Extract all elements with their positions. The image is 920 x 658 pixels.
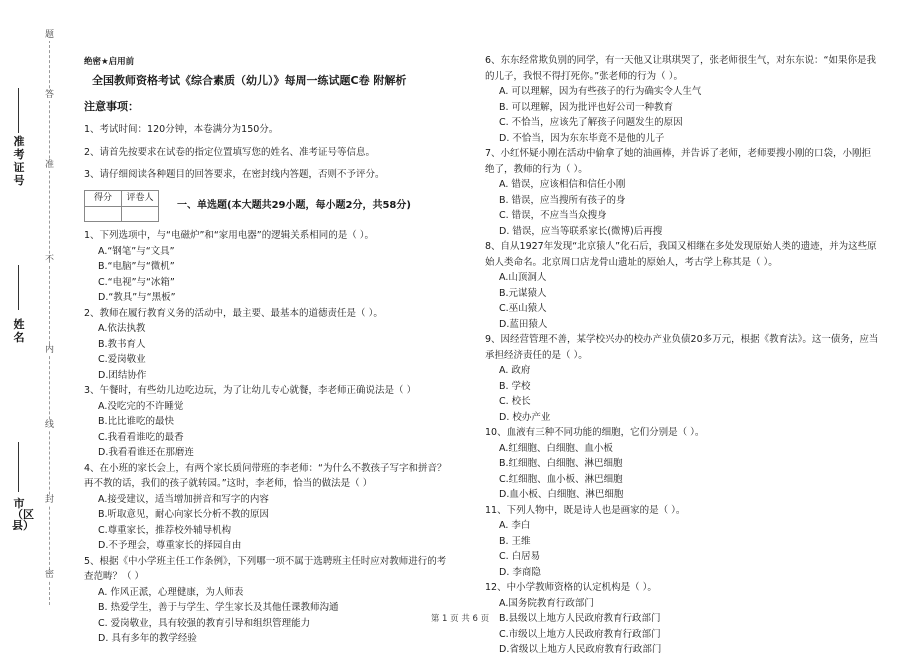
seal-line	[49, 30, 50, 605]
option-a: A.山顶洞人	[499, 272, 547, 283]
option-b: B.元谋猿人	[499, 287, 547, 299]
question-9	[485, 332, 880, 425]
option-c: C.市级以上地方人民政府教育行政部门	[499, 628, 661, 640]
option-c: C.尊重家长，推荐校外辅导机构	[98, 524, 232, 536]
page-title: 全国教师资格考试《综合素质（幼儿）》每周一练试题C卷 附解析	[92, 74, 407, 87]
seal-binding-margin	[0, 0, 80, 650]
seal-char: 准	[44, 160, 54, 170]
option-a: A.接受建议，适当增加拼音和写字的内容	[98, 493, 269, 505]
name-underline	[18, 265, 19, 310]
seal-char: 线	[44, 420, 54, 430]
option-d: D. 李商隐	[499, 566, 541, 578]
option-c: C.“电视”与“冰箱”	[98, 276, 175, 288]
option-d: D. 错误，应当等联系家长(微博)后再搜	[499, 225, 663, 237]
seal-char: 内	[44, 345, 54, 355]
notice-item: 1、考试时间：120分钟，本卷满分为150分。	[84, 124, 279, 135]
right-column	[485, 53, 880, 658]
option-d: D. 校办产业	[499, 411, 551, 423]
question-text: 11、下列人物中，既是诗人也是画家的是（ ）。	[485, 504, 686, 516]
option-b: B.“电脑”与“微机”	[98, 261, 175, 272]
option-d: D.不予理会，尊重家长的择园自由	[98, 540, 242, 551]
option-b: B.教书育人	[98, 338, 146, 350]
section-header	[84, 190, 454, 223]
question-5	[84, 554, 454, 647]
option-b: B. 错误，应当搜所有孩子的身	[499, 194, 626, 206]
seal-char: 答	[44, 90, 54, 100]
option-d: D.省级以上地方人民政府教育行政部门	[499, 644, 662, 655]
option-c: C. 不恰当，应该先了解孩子问题发生的原因	[499, 117, 683, 128]
option-b: B.县级以上地方人民政府教育行政部门	[499, 613, 661, 624]
question-text: 7、小红怀疑小刚在活动中偷拿了她的油画棒，并告诉了老师，老师要搜小刚的口袋，小刚拒绝了，教师的行为（ ）。	[485, 148, 872, 175]
option-c: C.红细胞、血小板、淋巴细胞	[499, 473, 623, 485]
option-a: A.国务院教育行政部门	[499, 597, 594, 609]
option-a: A.依法执教	[98, 323, 146, 334]
option-d: D.蓝田猿人	[499, 318, 548, 330]
district-underline	[18, 442, 19, 492]
option-a: A. 作风正派，心理健康，为人师表	[98, 586, 244, 598]
option-d: D. 不恰当，因为东东毕竟不是他的儿子	[499, 132, 665, 144]
option-c: C.我看看谁吃的最香	[98, 431, 184, 443]
question-1	[84, 228, 454, 306]
option-a: A.“钢笔”与“文具”	[98, 245, 175, 257]
question-text: 10、血液有三种不同功能的细胞，它们分别是（ ）。	[485, 427, 705, 438]
option-d: D. 具有多年的教学经验	[98, 633, 197, 644]
left-column	[84, 55, 454, 647]
option-b: B. 可以理解，因为批评也好公司一种教育	[499, 101, 674, 113]
score-label: 得分	[85, 190, 122, 207]
seal-char: 封	[44, 495, 54, 505]
option-b: B. 王维	[499, 535, 531, 547]
option-b: B. 热爱学生，善于与学生、学生家长及其他任课教师沟通	[98, 602, 339, 613]
question-4	[84, 461, 454, 554]
district-label: 市（区县）	[12, 497, 34, 532]
section-title: 一、单选题(本大题共29小题，每小题2分，共58分)	[177, 200, 411, 211]
exam-number-label: 准考证号	[13, 135, 25, 187]
option-b: B.听取意见，耐心向家长分析不教的原因	[98, 509, 270, 520]
option-b: B.红细胞、白细胞、淋巴细胞	[499, 458, 623, 469]
question-7	[485, 146, 880, 239]
question-text: 12、中小学教师资格的认定机构是（ ）。	[485, 582, 657, 593]
seal-char: 密	[44, 570, 54, 580]
option-c: C.爱岗敬业	[98, 354, 146, 365]
option-d: D.血小板、白细胞、淋巴细胞	[499, 489, 624, 500]
question-6	[485, 53, 880, 146]
question-text: 3、午餐时，有些幼儿边吃边玩，为了让幼儿专心就餐，李老师正确说法是（ ）	[84, 385, 417, 396]
option-d: D.团结协作	[98, 369, 147, 381]
question-3	[84, 383, 454, 461]
option-a: A. 李白	[499, 520, 531, 531]
grader-label: 评卷人	[122, 190, 159, 207]
secret-mark: 绝密★启用前	[84, 57, 135, 67]
option-b: B.比比谁吃的最快	[98, 416, 175, 427]
option-a: A. 错误，应该相信和信任小刚	[499, 179, 626, 190]
notice-title: 注意事项：	[84, 99, 139, 113]
question-text: 4、在小班的家长会上，有两个家长质问带班的李老师：“为什么不教孩子写字和拼音？再不教的话，我们的孩子就转园。”这时，李老师，恰当的做法是（ ）	[84, 462, 447, 489]
question-10	[485, 425, 880, 503]
notice-item: 3、请仔细阅读各种题目的回答要求，在密封线内答题，否则不予评分。	[84, 169, 385, 180]
option-a: A.红细胞、白细胞、血小板	[499, 442, 613, 454]
option-d: D.我看看谁还在那磨连	[98, 447, 194, 458]
question-text: 1、下列选项中，与“电磁炉”和“家用电器”的逻辑关系相同的是（ ）。	[84, 230, 375, 241]
grader-cell	[122, 207, 159, 222]
option-c: C. 错误，不应当当众搜身	[499, 210, 607, 221]
option-a: A. 可以理解，因为有些孩子的行为确实令人生气	[499, 86, 702, 97]
option-c: C.巫山猿人	[499, 303, 547, 314]
question-2	[84, 306, 454, 384]
option-c: C. 校长	[499, 396, 531, 407]
option-a: A. 政府	[499, 365, 531, 376]
seal-char: 不	[44, 255, 54, 265]
option-c: C. 白居易	[499, 551, 541, 562]
option-c: C. 爱岗敬业，具有较强的教育引导和组织管理能力	[98, 617, 311, 629]
question-11	[485, 503, 880, 581]
question-text: 6、东东经常欺负别的同学，有一天他又让琪琪哭了，张老师很生气，对东东说：“如果你是我的儿子，我恨不得打死你。”张老师的行为（ ）。	[485, 55, 876, 82]
page-number: 第 1 页 共 6 页	[430, 614, 490, 624]
score-cell	[85, 207, 122, 222]
option-d: D.“教具”与“黑板”	[98, 292, 176, 303]
question-text: 8、自从1927年发现“北京猿人”化石后，我国又相继在多处发现原始人类的遗迹，并为这些原始人类命名。北京周口店龙骨山遗址的原始人，考古学上称其是（ ）。	[485, 241, 877, 268]
exam-number-underline	[18, 88, 19, 133]
question-8	[485, 239, 880, 332]
question-text: 2、教师在履行教育义务的活动中，最主要、最基本的道德责任是（ ）。	[84, 307, 383, 319]
seal-char: 题	[44, 30, 54, 40]
question-text: 9、因经营管理不善，某学校兴办的校办产业负债20多万元，根据《教育法》。这一债务，应当承担经济责任的是（ ）。	[485, 334, 879, 361]
score-box	[84, 190, 159, 223]
option-a: A.没吃完的不许睡觉	[98, 400, 184, 412]
option-b: B. 学校	[499, 380, 531, 392]
notice-item: 2、请首先按要求在试卷的指定位置填写您的姓名、准考证号等信息。	[84, 146, 376, 158]
name-label: 姓名	[13, 318, 25, 344]
question-text: 5、根据《中小学班主任工作条例》，下列哪一项不属于选聘班主任时应对教师进行的考查范畴？（ ）	[84, 555, 447, 582]
